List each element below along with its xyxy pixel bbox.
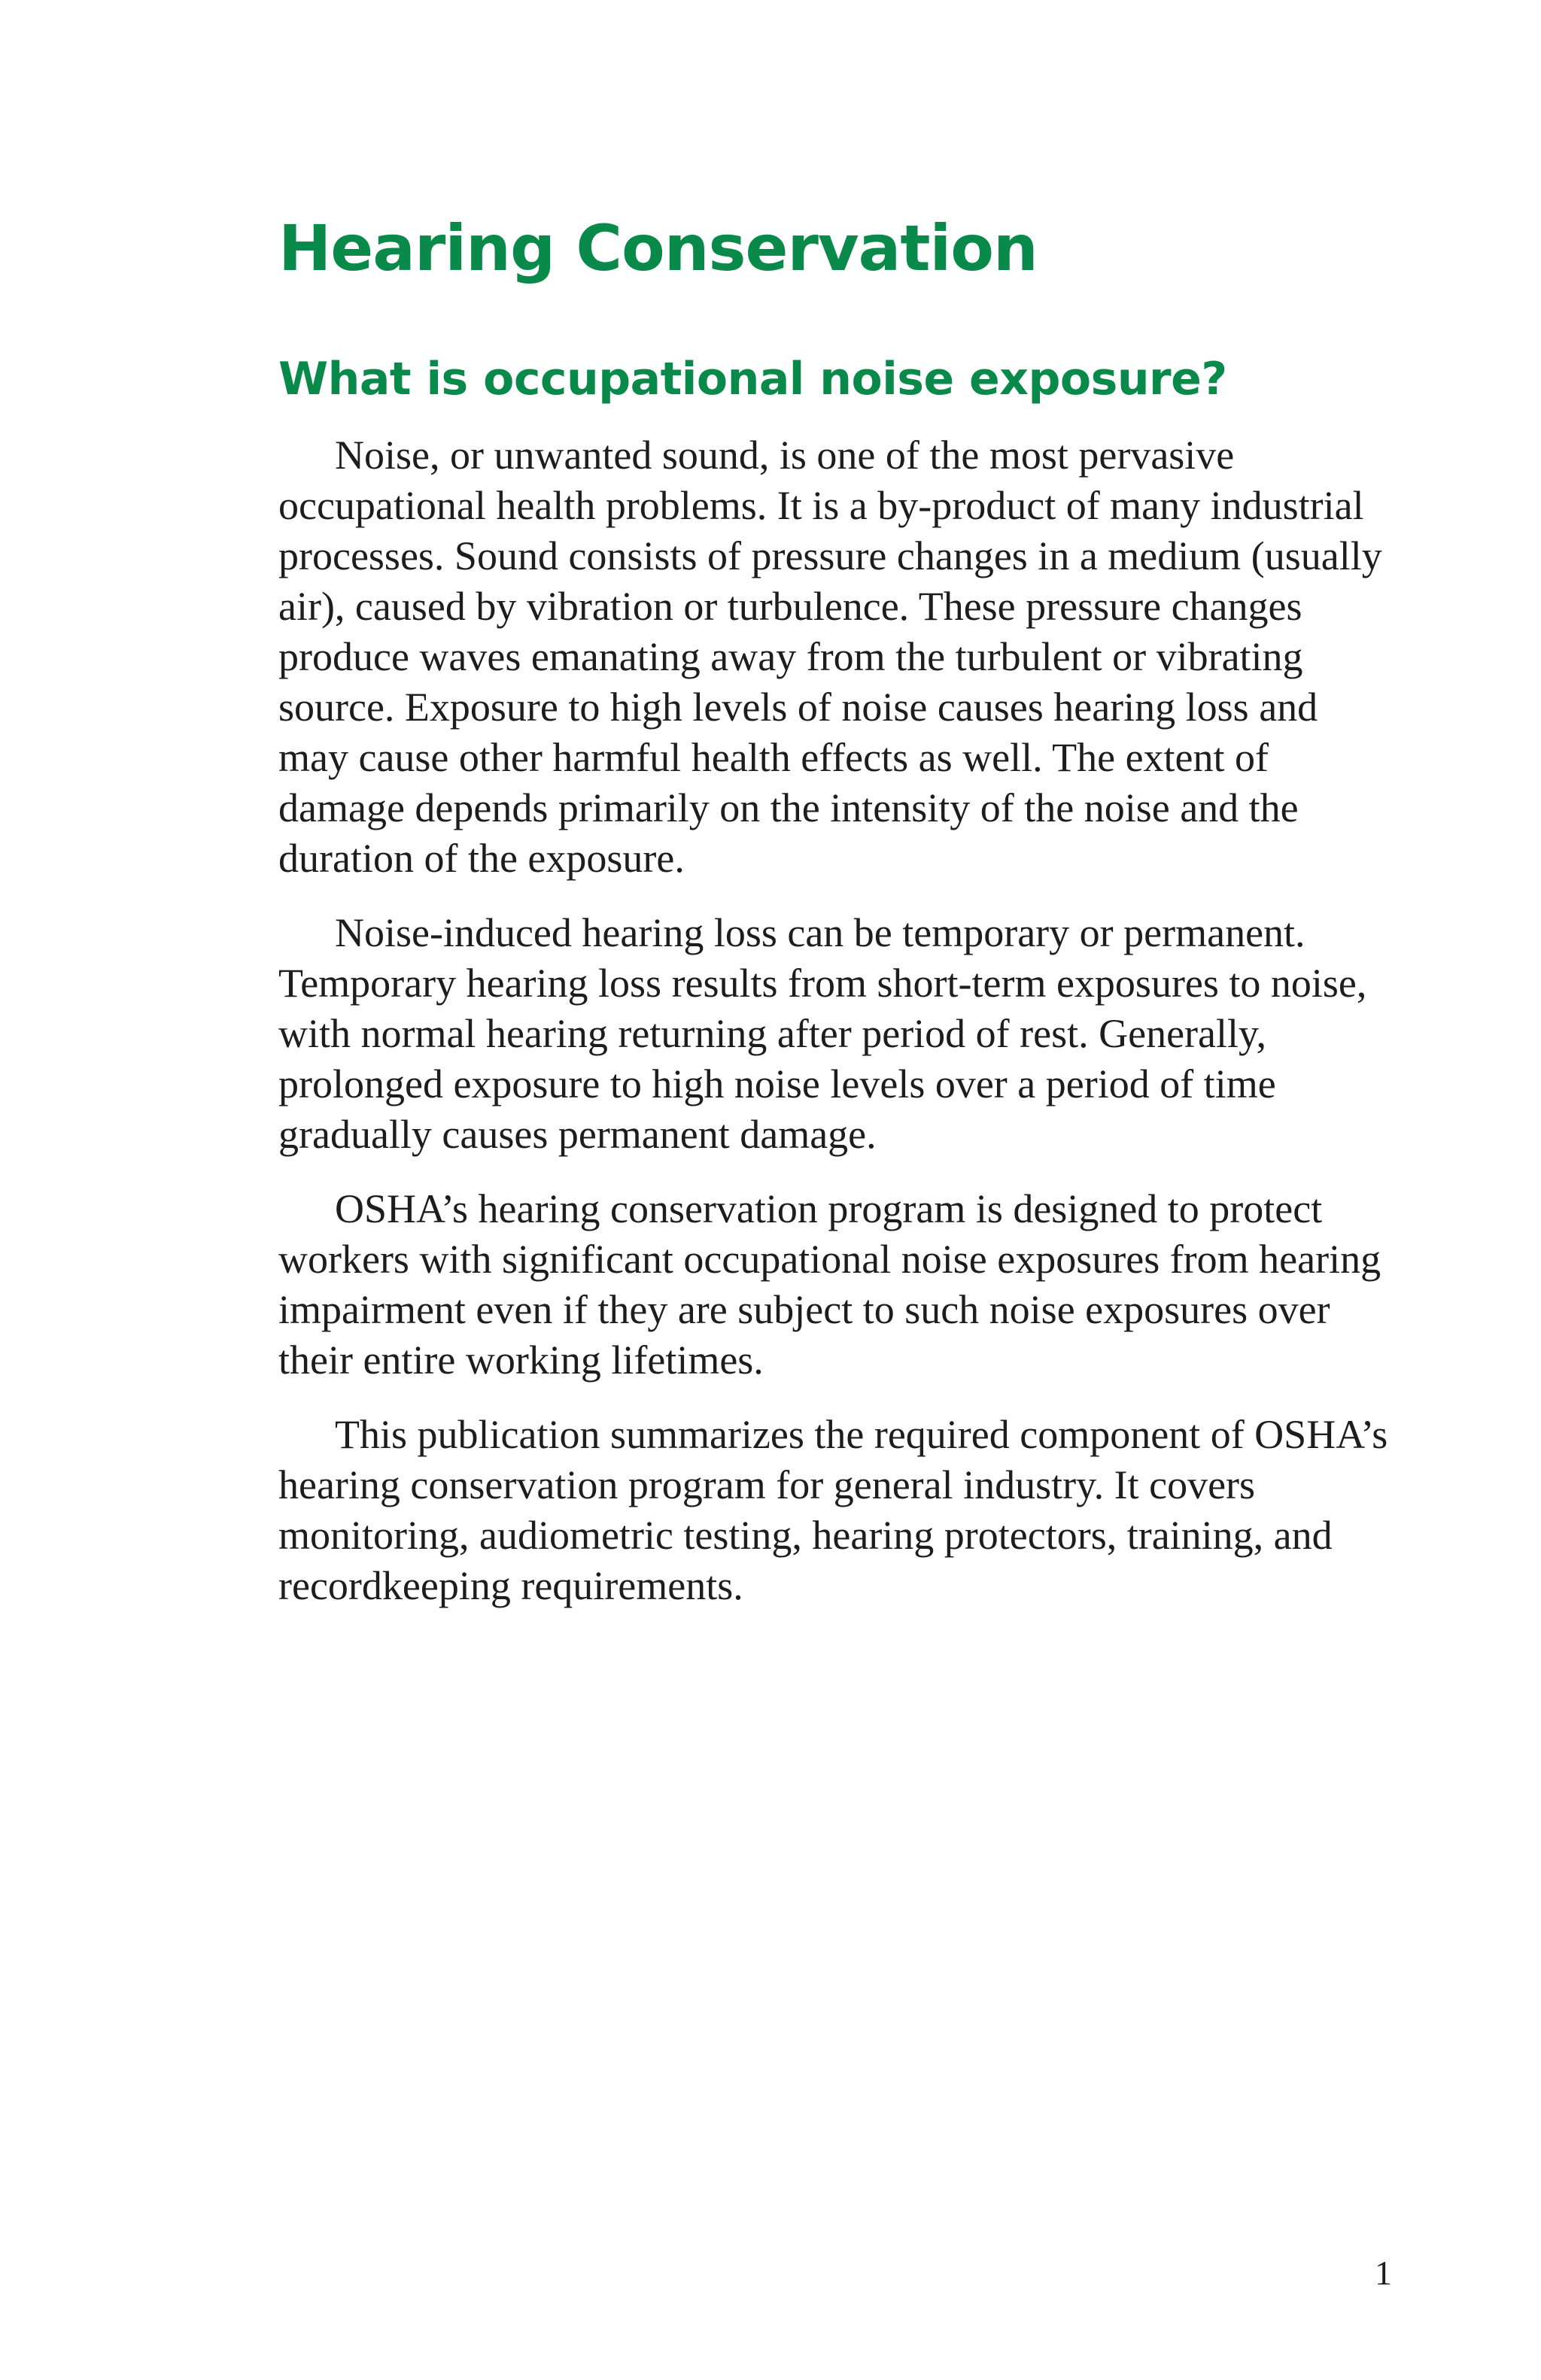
paragraph-publication-summary: This publication summarizes the required component of OSHA’s hearing conservation program for general industry. It covers monitoring, audiometric testing, hearing protectors, training, and recordkeeping requirements. xyxy=(278,1412,1388,1608)
page-title: Hearing Conservation xyxy=(278,211,1038,285)
page-content xyxy=(278,211,1392,1611)
paragraph-noise-definition: Noise, or unwanted sound, is one of the most pervasive occupational health problems. It is a by-product of many industrial processes. Sound consists of pressure changes in a medium (usually air), caused by vibration or turbulence. These pressure changes produce waves emanating away from the turbulent or vibrating source. Exposure to high levels of noise causes hearing loss and may cause other harmful health effects as well. The extent of damage depends primarily on the intensity of the noise and the duration of the exposure. xyxy=(278,433,1382,881)
section-heading: What is occupational noise exposure? xyxy=(278,353,1227,405)
page-number: 1 xyxy=(1375,2254,1392,2292)
paragraph-hearing-loss: Noise-induced hearing loss can be temporary or permanent. Temporary hearing loss results from short-term exposures to noise, with normal hearing returning after period of rest. Generally, prolonged exposure to high noise levels over a period of time gradually causes permanent damage. xyxy=(278,910,1367,1157)
paragraph-osha-program: OSHA’s hearing conservation program is designed to protect workers with significant occupational noise exposures from hearing impairment even if they are subject to such noise exposures over their entire working lifetimes. xyxy=(278,1186,1381,1383)
